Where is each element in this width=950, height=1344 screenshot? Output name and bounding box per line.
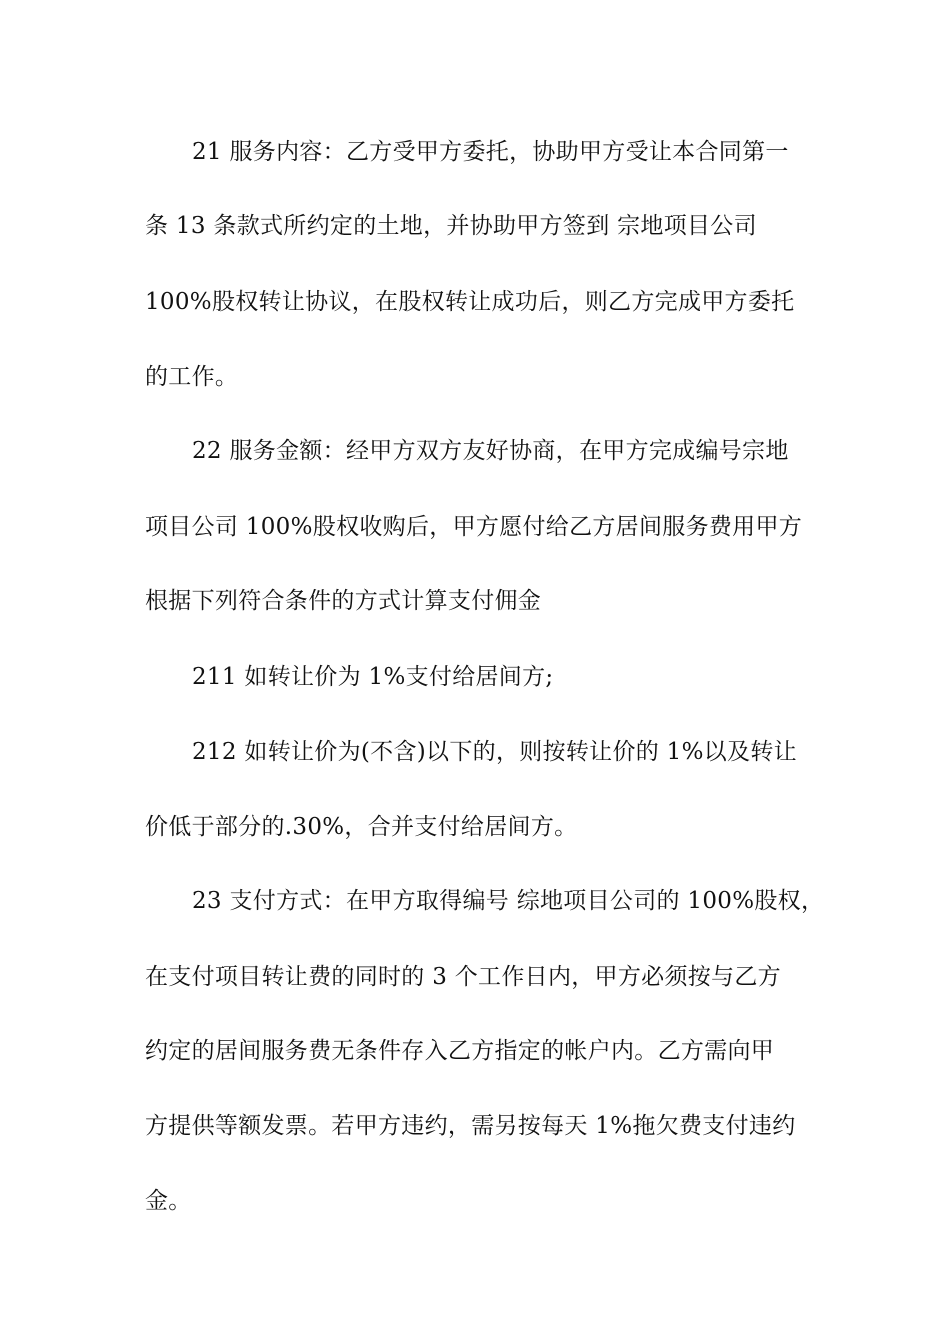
clause-23-line-3: 约定的居间服务费无条件存入乙方指定的帐户内。乙方需向甲 <box>145 1038 775 1064</box>
clause-211-line: 211 如转让价为 1%支付给居间方; <box>192 664 554 690</box>
clause-23-line-2: 在支付项目转让费的同时的 3 个工作日内，甲方必须按与乙方 <box>145 964 781 990</box>
clause-22-line-3: 根据下列符合条件的方式计算支付佣金 <box>145 588 542 614</box>
clause-22-line-2: 项目公司 100%股权收购后，甲方愿付给乙方居间服务费用甲方 <box>145 514 803 540</box>
clause-21-line-3: 100%股权转让协议，在股权转让成功后，则乙方完成甲方委托 <box>145 289 795 315</box>
clause-22-line-1: 22 服务金额：经甲方双方友好协商，在甲方完成编号宗地 <box>192 438 789 464</box>
clause-212-line-1: 212 如转让价为(不含)以下的，则按转让价的 1%以及转让 <box>192 739 797 765</box>
clause-23-line-1: 23 支付方式：在甲方取得编号 综地项目公司的 100%股权， <box>192 888 825 914</box>
clause-21-line-2: 条 13 条款式所约定的土地，并协助甲方签到 宗地项目公司 <box>145 213 757 239</box>
clause-21-line-1: 21 服务内容：乙方受甲方委托，协助甲方受让本合同第一 <box>192 139 789 165</box>
clause-23-line-5: 金。 <box>145 1188 192 1214</box>
clause-23-line-4: 方提供等额发票。若甲方违约，需另按每天 1%拖欠费支付违约 <box>145 1113 796 1139</box>
clause-212-line-2: 价低于部分的.30%，合并支付给居间方。 <box>145 814 578 840</box>
clause-21-line-4: 的工作。 <box>145 364 239 390</box>
